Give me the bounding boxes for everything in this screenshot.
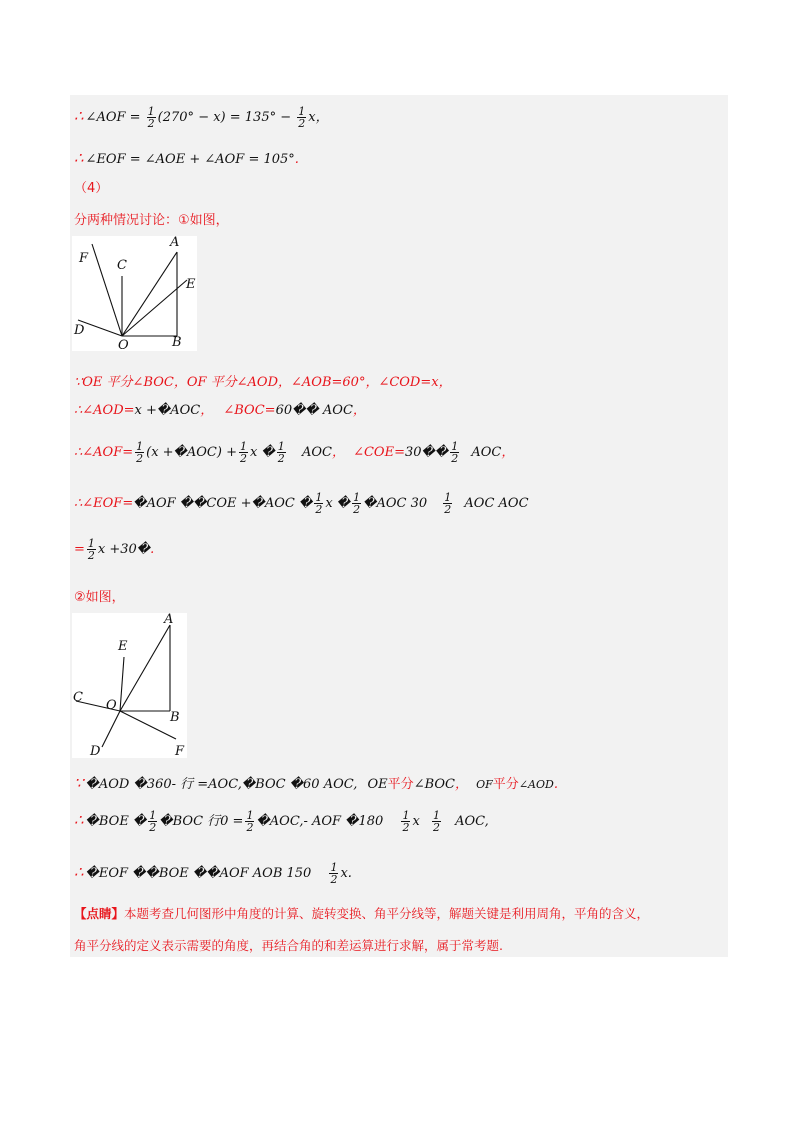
line-eof-simplified: = $\frac{1}{2}$ x +30�. xyxy=(74,537,155,562)
label-a: A xyxy=(164,613,174,627)
line-eof-expression: ∴∠EOF=�AOF ��COE +�AOC � $\frac{1}{2}$ x � $\frac{1}{2}$ �AOC 30 $\frac{1}{2}$ AOC AOC xyxy=(74,491,529,516)
commentary-line-2: 角平分线的定义表示需要的角度，再结合角的和差运算进行求解，属于常考题. xyxy=(74,938,503,953)
figure-case-two xyxy=(72,613,187,758)
commentary-line-1: 【点睛】本题考查几何图形中角度的计算、旋转变换、角平分线等，解题关键是利用周角，平角的含义， xyxy=(74,906,650,921)
label-e: E xyxy=(186,277,196,292)
case-one-intro: 分两种情况讨论：①如图， xyxy=(74,213,229,228)
label-e: E xyxy=(118,639,128,654)
line-eof-result: ∴ ∠EOF = ∠AOE + ∠AOF = 105°. xyxy=(74,149,299,167)
fraction: $\frac{1}{2}$ xyxy=(147,105,155,130)
label-o: O xyxy=(118,338,129,351)
label-d: D xyxy=(90,744,101,758)
part-4-heading: （4） xyxy=(74,181,109,196)
label-c: C xyxy=(73,690,83,705)
label-d: D xyxy=(74,323,85,338)
line-aof-coe: ∴∠AOF= $\frac{1}{2}$ (x +�AOC) + $\frac{1}{2}$ x � $\frac{1}{2}$ AOC， ∠COE=30�� $\frac{1}{2}$ AOC， xyxy=(74,440,515,465)
label-a: A xyxy=(170,236,180,250)
line-boe-aof: ∴ �BOE � $\frac{1}{2}$ �BOC 行0 = $\frac{1}{2}$ �AOC,- AOF �180 $\frac{1}{2}$ x $\frac{1}{2}$ AOC, xyxy=(74,809,489,834)
given-conditions: ∵OE 平分∠BOC，OF 平分∠AOD，∠AOB=60°，∠COD=x， xyxy=(74,375,452,390)
line-aof-formula: ∴ ∠AOF = $\frac{1}{2}$ (270° − x) = 135° − $\frac{1}{2}$ x， xyxy=(74,105,329,130)
label-f: F xyxy=(175,744,185,758)
line-case-two-given: ∵ �AOD �360- 行 =AOC,�BOC �60 AOC, OE平分∠BOC， OF平分∠AOD. xyxy=(74,774,558,792)
label-c: C xyxy=(117,258,127,273)
fraction: $\frac{1}{2}$ xyxy=(298,105,306,130)
line-aod-boc: ∴∠AOD=x +�AOC， ∠BOC=60�� AOC， xyxy=(74,403,366,418)
figure-case-one xyxy=(72,236,197,351)
label-b: B xyxy=(172,335,182,350)
label-b: B xyxy=(170,710,180,725)
label-o: O xyxy=(106,698,117,713)
case-two-intro: ②如图， xyxy=(74,590,125,605)
label-f: F xyxy=(79,251,89,266)
line-eof-final: ∴ �EOF ��BOE ��AOF AOB 150 $\frac{1}{2}$ x. xyxy=(74,861,352,886)
